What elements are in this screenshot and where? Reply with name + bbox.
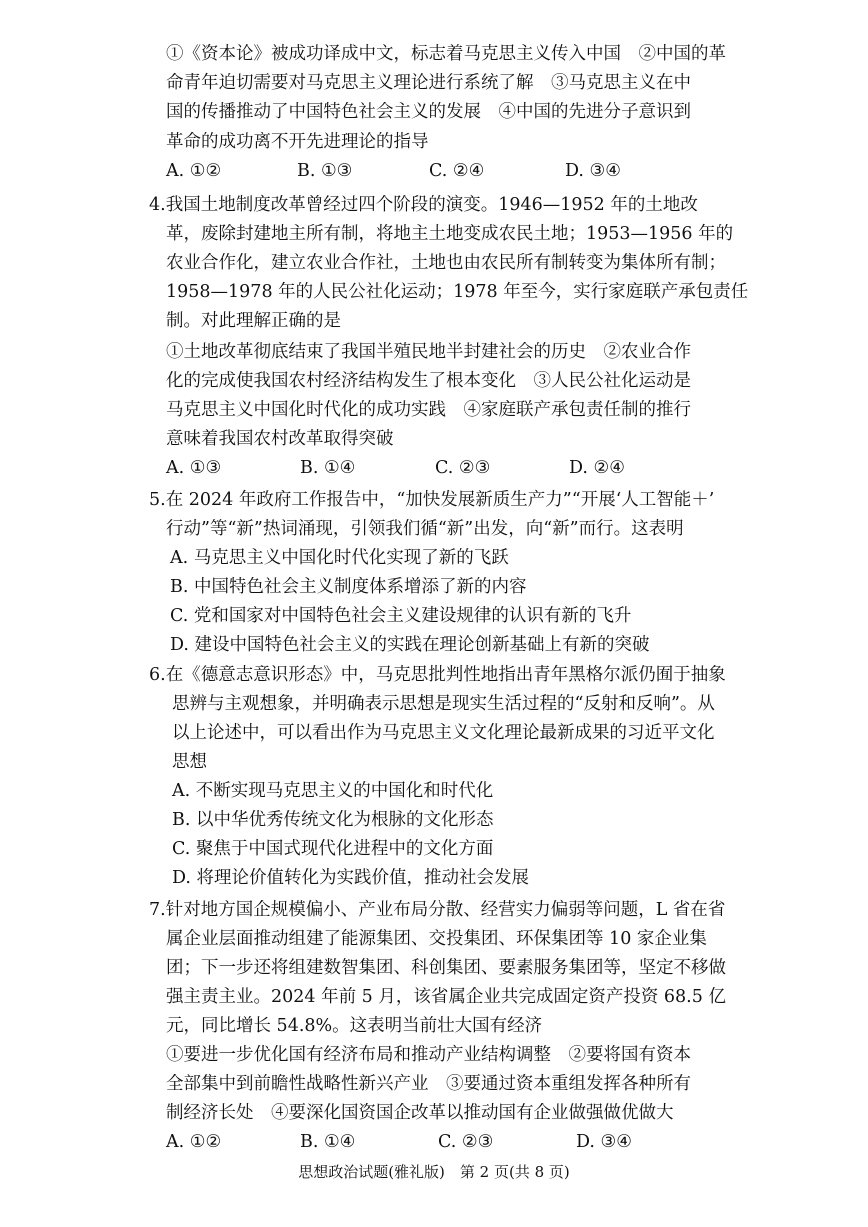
q7-line-3: 团；下一步还将组建数智集团、科创集团、要素服务集团等，坚定不移做	[166, 958, 726, 978]
q3-line-2: 命青年迫切需要对马克思主义理论进行系统了解 ③马克思主义在中	[166, 73, 691, 93]
q4-line-6: ①土地改革彻底结束了我国半殖民地半封建社会的历史 ②农业合作	[166, 342, 691, 362]
q7-line-7: 全部集中到前瞻性战略性新兴产业 ③要通过资本重组发挥各种所有	[166, 1074, 691, 1094]
q4-option-b: B. ①④	[300, 458, 356, 478]
q7-line-5: 元，同比增长 54.8%。这表明当前壮大国有经济	[166, 1016, 543, 1036]
q7-option-a: A. ①②	[166, 1132, 222, 1152]
q5-option-b: B. 中国特色社会主义制度体系增添了新的内容	[170, 577, 527, 597]
q5-option-a: A. 马克思主义中国化时代化实现了新的飞跃	[170, 548, 509, 568]
q7-line-8: 制经济长处 ④要深化国资国企改革以推动国有企业做强做优做大	[166, 1103, 674, 1123]
q5-stem-line-1: 5.在 2024 年政府工作报告中，“加快发展新质生产力”“开展‘人工智能＋’	[149, 490, 715, 510]
q7-option-c: C. ②③	[438, 1132, 494, 1152]
q7-line-4: 强主责主业。2024 年前 5 月，该省属企业共完成固定资产投资 68.5 亿	[166, 987, 726, 1007]
q5-stem-line-2: 行动”等“新”热词涌现，引领我们循“新”出发，向“新”而行。这表明	[166, 519, 684, 539]
q6-option-b: B. 以中华优秀传统文化为根脉的文化形态	[172, 810, 494, 830]
q6-stem-line-1: 6.在《德意志意识形态》中，马克思批判性地指出青年黑格尔派仍囿于抽象	[149, 665, 726, 685]
page-footer: 思想政治试题(雅礼版) 第 2 页(共 8 页)	[298, 1163, 570, 1181]
q4-line-1: 4.我国土地制度改革曾经过四个阶段的演变。1946—1952 年的土地改	[149, 195, 698, 215]
q6-stem-line-4: 思想	[172, 752, 207, 772]
q6-stem-line-3: 以上论述中，可以看出作为马克思主义文化理论最新成果的习近平文化	[172, 723, 715, 743]
q6-stem-line-2: 思辨与主观想象，并明确表示思想是现实生活过程的“反射和反响”。从	[172, 694, 715, 714]
q3-option-a: A. ①②	[166, 161, 222, 181]
q7-line-1: 7.针对地方国企规模偏小、产业布局分散、经营实力偏弱等问题，L 省在省	[149, 900, 726, 920]
q7-option-b: B. ①④	[300, 1132, 356, 1152]
q3-option-b: B. ①③	[297, 161, 353, 181]
q6-option-c: C. 聚焦于中国式现代化进程中的文化方面	[172, 839, 494, 859]
q7-line-2: 属企业层面推动组建了能源集团、交投集团、环保集团等 10 家企业集	[166, 929, 707, 949]
q3-option-c: C. ②④	[429, 161, 485, 181]
q4-line-4: 1958—1978 年的人民公社化运动；1978 年至今，实行家庭联产承包责任	[166, 282, 749, 302]
q3-line-3: 国的传播推动了中国特色社会主义的发展 ④中国的先进分子意识到	[166, 102, 691, 122]
q4-option-c: C. ②③	[435, 458, 491, 478]
q4-line-3: 农业合作化，建立农业合作社，土地也由农民所有制转变为集体所有制；	[166, 253, 726, 273]
q5-option-c: C. 党和国家对中国特色社会主义建设规律的认识有新的飞升	[170, 606, 632, 626]
q4-line-7: 化的完成使我国农村经济结构发生了根本变化 ③人民公社化运动是	[166, 371, 691, 391]
q4-line-2: 革，废除封建地主所有制，将地主土地变成农民土地；1953—1956 年的	[166, 224, 734, 244]
q4-line-8: 马克思主义中国化时代化的成功实践 ④家庭联产承包责任制的推行	[166, 400, 691, 420]
q3-line-4: 革命的成功离不开先进理论的指导	[166, 132, 429, 152]
q6-option-d: D. 将理论价值转化为实践价值，推动社会发展	[172, 868, 530, 888]
q7-option-d: D. ③④	[576, 1132, 632, 1152]
q6-option-a: A. 不断实现马克思主义的中国化和时代化	[172, 781, 494, 801]
q4-option-d: D. ②④	[569, 458, 625, 478]
q5-option-d: D. 建设中国特色社会主义的实践在理论创新基础上有新的突破	[170, 635, 650, 655]
q3-line-1: ①《资本论》被成功译成中文，标志着马克思主义传入中国 ②中国的革	[166, 44, 726, 64]
q4-line-5: 制。对此理解正确的是	[166, 311, 341, 331]
q4-option-a: A. ①③	[166, 458, 222, 478]
q4-line-9: 意味着我国农村改革取得突破	[166, 429, 394, 449]
q3-option-d: D. ③④	[565, 161, 621, 181]
q7-line-6: ①要进一步优化国有经济布局和推动产业结构调整 ②要将国有资本	[166, 1045, 691, 1065]
